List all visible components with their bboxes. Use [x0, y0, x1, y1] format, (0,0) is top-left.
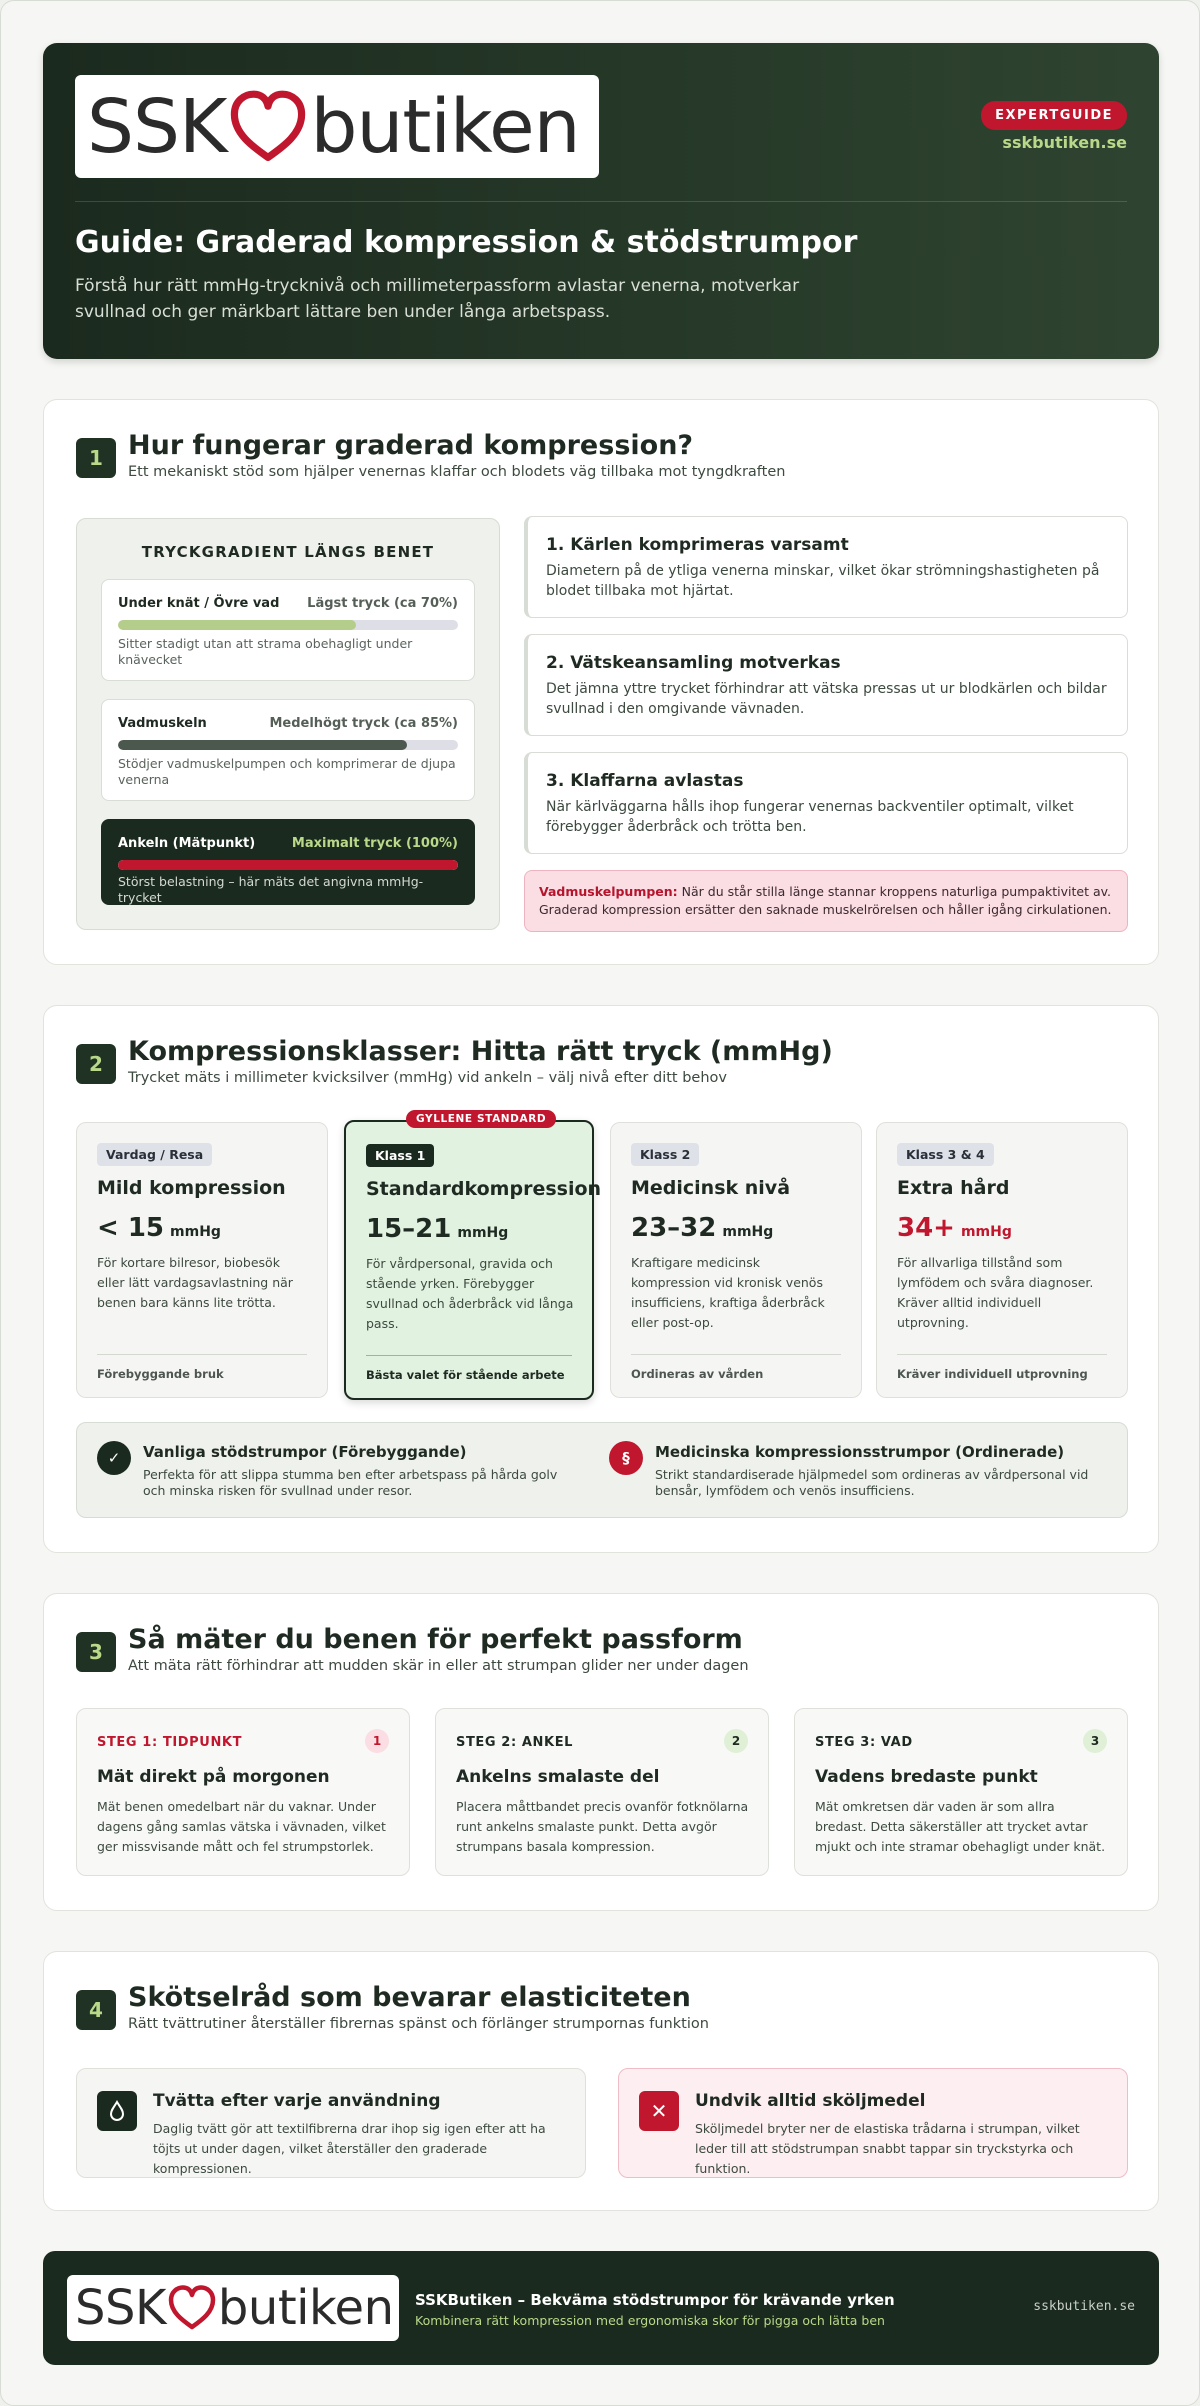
class-footer: Förebyggande bruk: [97, 1354, 307, 1381]
paragraph-icon: §: [609, 1441, 643, 1475]
class-description: För kortare bilresor, biobesök eller lätt vardagsavlastning när benen bara känns lite trötta.: [97, 1255, 293, 1310]
class-footer: Ordineras av vården: [631, 1354, 841, 1381]
step-title: 3. Klaffarna avlastas: [546, 771, 744, 791]
zone-level: Medelhögt tryck (ca 85%): [269, 716, 458, 731]
comparison-title: Medicinska kompressionsstrumpor (Ordinerade): [655, 1443, 1065, 1461]
info-label: Vadmuskelpumpen:: [539, 884, 678, 899]
step-number-badge: 3: [1083, 1729, 1107, 1753]
stocking-type-comparison: [76, 1422, 1128, 1518]
step-title: Ankelns smalaste del: [456, 1767, 660, 1787]
heart-icon: [228, 87, 308, 167]
zone-description: Störst belastning – här mäts det angivna mmHg-trycket: [118, 874, 424, 905]
zone-name: Ankeln (Mätpunkt): [118, 836, 256, 851]
section-measuring: [43, 1593, 1159, 1911]
logo[interactable]: [75, 75, 599, 178]
care-tip-no-softener: [618, 2068, 1128, 2178]
zone-calf: [101, 699, 475, 801]
step-number-badge: 1: [365, 1729, 389, 1753]
zone-upper-calf: [101, 579, 475, 681]
class-name: Extra hård: [897, 1177, 1010, 1199]
class-tag: Vardag / Resa: [97, 1143, 212, 1166]
class-description: För allvarliga tillstånd som lymfödem och svåra diagnoser. Kräver alltid individuell utprovning.: [897, 1255, 1094, 1330]
step-label: STEG 2: ANKEL: [456, 1735, 574, 1750]
pressure-bar-fill: [118, 620, 356, 630]
footer: [43, 2251, 1159, 2365]
step-description: Mät benen omedelbart när du vaknar. Under dagens gång samlas vätska i vävnaden, vilket ger missvisande mått och fel strumpstorlek.: [97, 1799, 386, 1854]
divider: [75, 201, 1127, 202]
step-title: Mät direkt på morgonen: [97, 1767, 330, 1787]
section-number: 2: [76, 1044, 116, 1084]
measure-step-card: [794, 1708, 1128, 1876]
class-tag: Klass 3 & 4: [897, 1143, 994, 1166]
care-text: Sköljmedel bryter ner de elastiska trådarna i strumpan, vilket leder till att stödstrumpan snabbt tappar sin tryckstyrka och funktion.: [695, 2121, 1080, 2176]
zone-description: Stödjer vadmuskelpumpen och komprimerar de djupa venerna: [118, 756, 456, 787]
step-text: Diametern på de ytliga venerna minskar, vilket ökar strömningshastigheten på blodet tillbaka mot hjärtat.: [546, 563, 1100, 599]
heart-icon: [167, 2283, 217, 2333]
page-title: Guide: Graderad kompression & stödstrumpor: [75, 225, 858, 260]
class-description: Kraftigare medicinsk kompression vid kronisk venös insufficiens, kraftiga åderbråck eller post-op.: [631, 1255, 825, 1330]
class-card-klass-1[interactable]: [344, 1120, 602, 1400]
logo-text-right: butiken: [310, 83, 580, 170]
section-title: Skötselråd som bevarar elasticiteten: [128, 1982, 691, 2013]
close-icon: ✕: [639, 2091, 679, 2131]
measure-step-card: [435, 1708, 769, 1876]
class-footer: Bästa valet för stående arbete: [366, 1355, 572, 1382]
zone-level: Maximalt tryck (100%): [291, 836, 458, 851]
footer-subtitle: Kombinera rätt kompression med ergonomiska skor för pigga och lätta ben: [415, 2313, 885, 2328]
care-title: Undvik alltid sköljmedel: [695, 2091, 926, 2111]
section-subtitle: Trycket mäts i millimeter kvicksilver (mmHg) vid ankeln – välj nivå efter ditt behov: [128, 1070, 727, 1086]
section-care: [43, 1951, 1159, 2211]
section-number: 3: [76, 1632, 116, 1672]
section-number: 4: [76, 1990, 116, 2030]
comparison-title: Vanliga stödstrumpor (Förebyggande): [143, 1443, 467, 1461]
pressure-bar: [118, 620, 458, 630]
class-pressure: 15–21 mmHg: [366, 1214, 509, 1244]
measure-step-card: [76, 1708, 410, 1876]
section-subtitle: Att mäta rätt förhindrar att mudden skär in eller att strumpan glider ner under dagen: [128, 1658, 749, 1674]
class-card-klass-2[interactable]: [610, 1122, 862, 1398]
zone-description: Sitter stadigt utan att strama obehagligt under knävecket: [118, 636, 413, 667]
mechanism-step-card: [524, 634, 1128, 736]
zone-ankle: [101, 819, 475, 905]
footer-site-link[interactable]: sskbutiken.se: [1033, 2299, 1135, 2314]
step-label: STEG 3: VAD: [815, 1735, 913, 1750]
section-title: Kompressionsklasser: Hitta rätt tryck (mmHg): [128, 1036, 833, 1067]
step-text: Det jämna yttre trycket förhindrar att vätska pressas ut ur blodkärlen och bildar svullnad i den omgivande vävnaden.: [546, 681, 1107, 717]
zone-level: Lägst tryck (ca 70%): [307, 596, 458, 611]
gradient-heading: TRYCKGRADIENT LÄNGS BENET: [141, 543, 435, 561]
step-text: När kärlväggarna hålls ihop fungerar venernas backventiler optimalt, vilket förebygger åderbråck och trötta ben.: [546, 799, 1074, 835]
hero-header: [43, 43, 1159, 359]
water-drop-icon: [97, 2091, 137, 2131]
section-title: Så mäter du benen för perfekt passform: [128, 1624, 743, 1655]
class-footer: Kräver individuell utprovning: [897, 1354, 1107, 1381]
class-name: Standardkompression: [366, 1178, 602, 1200]
class-tag: Klass 1: [366, 1144, 434, 1167]
zone-name: Vadmuskeln: [118, 716, 207, 731]
step-title: 2. Vätskeansamling motverkas: [546, 653, 841, 673]
class-name: Mild kompression: [97, 1177, 286, 1199]
expertguide-badge: EXPERTGUIDE: [981, 101, 1127, 130]
section-subtitle: Ett mekaniskt stöd som hjälper venernas klaffar och blodets väg tillbaka mot tyngdkraften: [128, 464, 786, 480]
class-card-mild[interactable]: [76, 1122, 328, 1398]
care-tip-wash: [76, 2068, 586, 2178]
logo-text-right: butiken: [217, 2280, 394, 2336]
care-title: Tvätta efter varje användning: [153, 2091, 441, 2111]
calf-pump-info: [524, 870, 1128, 932]
section-compression-classes: [43, 1005, 1159, 1553]
pressure-gradient-panel: [76, 518, 500, 930]
class-card-klass-3-4[interactable]: [876, 1122, 1128, 1398]
check-icon: ✓: [97, 1441, 131, 1475]
step-description: Placera måttbandet precis ovanför fotknölarna runt ankelns smalaste punkt. Detta avgör strumpans basala kompression.: [456, 1799, 749, 1854]
care-text: Daglig tvätt gör att textilfibrerna drar ihop sig igen efter att ha töjts ut under dagen, vilket återställer den graderade kompressionen.: [153, 2121, 546, 2176]
logo-text-left: SSK: [75, 2280, 166, 2336]
class-pressure: < 15 mmHg: [97, 1213, 221, 1243]
logo-text-left: SSK: [87, 83, 227, 170]
footer-logo[interactable]: [67, 2275, 399, 2341]
section-how-it-works: [43, 399, 1159, 965]
zone-name: Under knät / Övre vad: [118, 596, 280, 611]
site-link[interactable]: sskbutiken.se: [1002, 133, 1127, 152]
pressure-bar: [118, 740, 458, 750]
step-title: Vadens bredaste punkt: [815, 1767, 1038, 1787]
section-title: Hur fungerar graderad kompression?: [128, 430, 694, 461]
footer-title: SSKButiken – Bekväma stödstrumpor för krävande yrken: [415, 2291, 895, 2309]
step-title: 1. Kärlen komprimeras varsamt: [546, 535, 849, 555]
mechanism-step-card: [524, 516, 1128, 618]
info-text: När du står stilla länge stannar kroppens naturliga pumpaktivitet av. Graderad kompression ersätter den saknade muskelrörelsen och håller igång cirkulationen.: [539, 884, 1112, 917]
comparison-text: Strikt standardiserade hjälpmedel som ordineras av vårdpersonal vid bensår, lymfödem och venös insufficiens.: [655, 1467, 1089, 1498]
pressure-bar: [118, 860, 458, 870]
section-subtitle: Rätt tvättrutiner återställer fibrernas spänst och förlänger strumpornas funktion: [128, 2016, 709, 2032]
pressure-bar-fill: [118, 740, 407, 750]
page-subtitle: Förstå hur rätt mmHg-trycknivå och millimeterpassform avlastar venerna, motverkar svullnad och ger märkbart lättare ben under långa arbetspass.: [75, 276, 800, 322]
step-number-badge: 2: [724, 1729, 748, 1753]
comparison-text: Perfekta för att slippa stumma ben efter arbetspass på hårda golv och minska risken för svullnad under resor.: [143, 1467, 558, 1498]
class-name: Medicinsk nivå: [631, 1177, 791, 1199]
class-pressure: 23–32 mmHg: [631, 1213, 774, 1243]
section-number: 1: [76, 438, 116, 478]
class-tag: Klass 2: [631, 1143, 699, 1166]
class-pressure: 34+ mmHg: [897, 1213, 1012, 1243]
mechanism-step-card: [524, 752, 1128, 854]
golden-standard-ribbon: GYLLENE STANDARD: [406, 1110, 556, 1128]
pressure-bar-fill: [118, 860, 458, 870]
step-label: STEG 1: TIDPUNKT: [97, 1735, 243, 1750]
class-description: För vårdpersonal, gravida och stående yrken. Förebygger svullnad och åderbråck vid långa pass.: [366, 1256, 574, 1331]
step-description: Mät omkretsen där vaden är som allra bredast. Detta säkerställer att trycket avtar mjukt och inte stramar obehagligt under knät.: [815, 1799, 1106, 1854]
